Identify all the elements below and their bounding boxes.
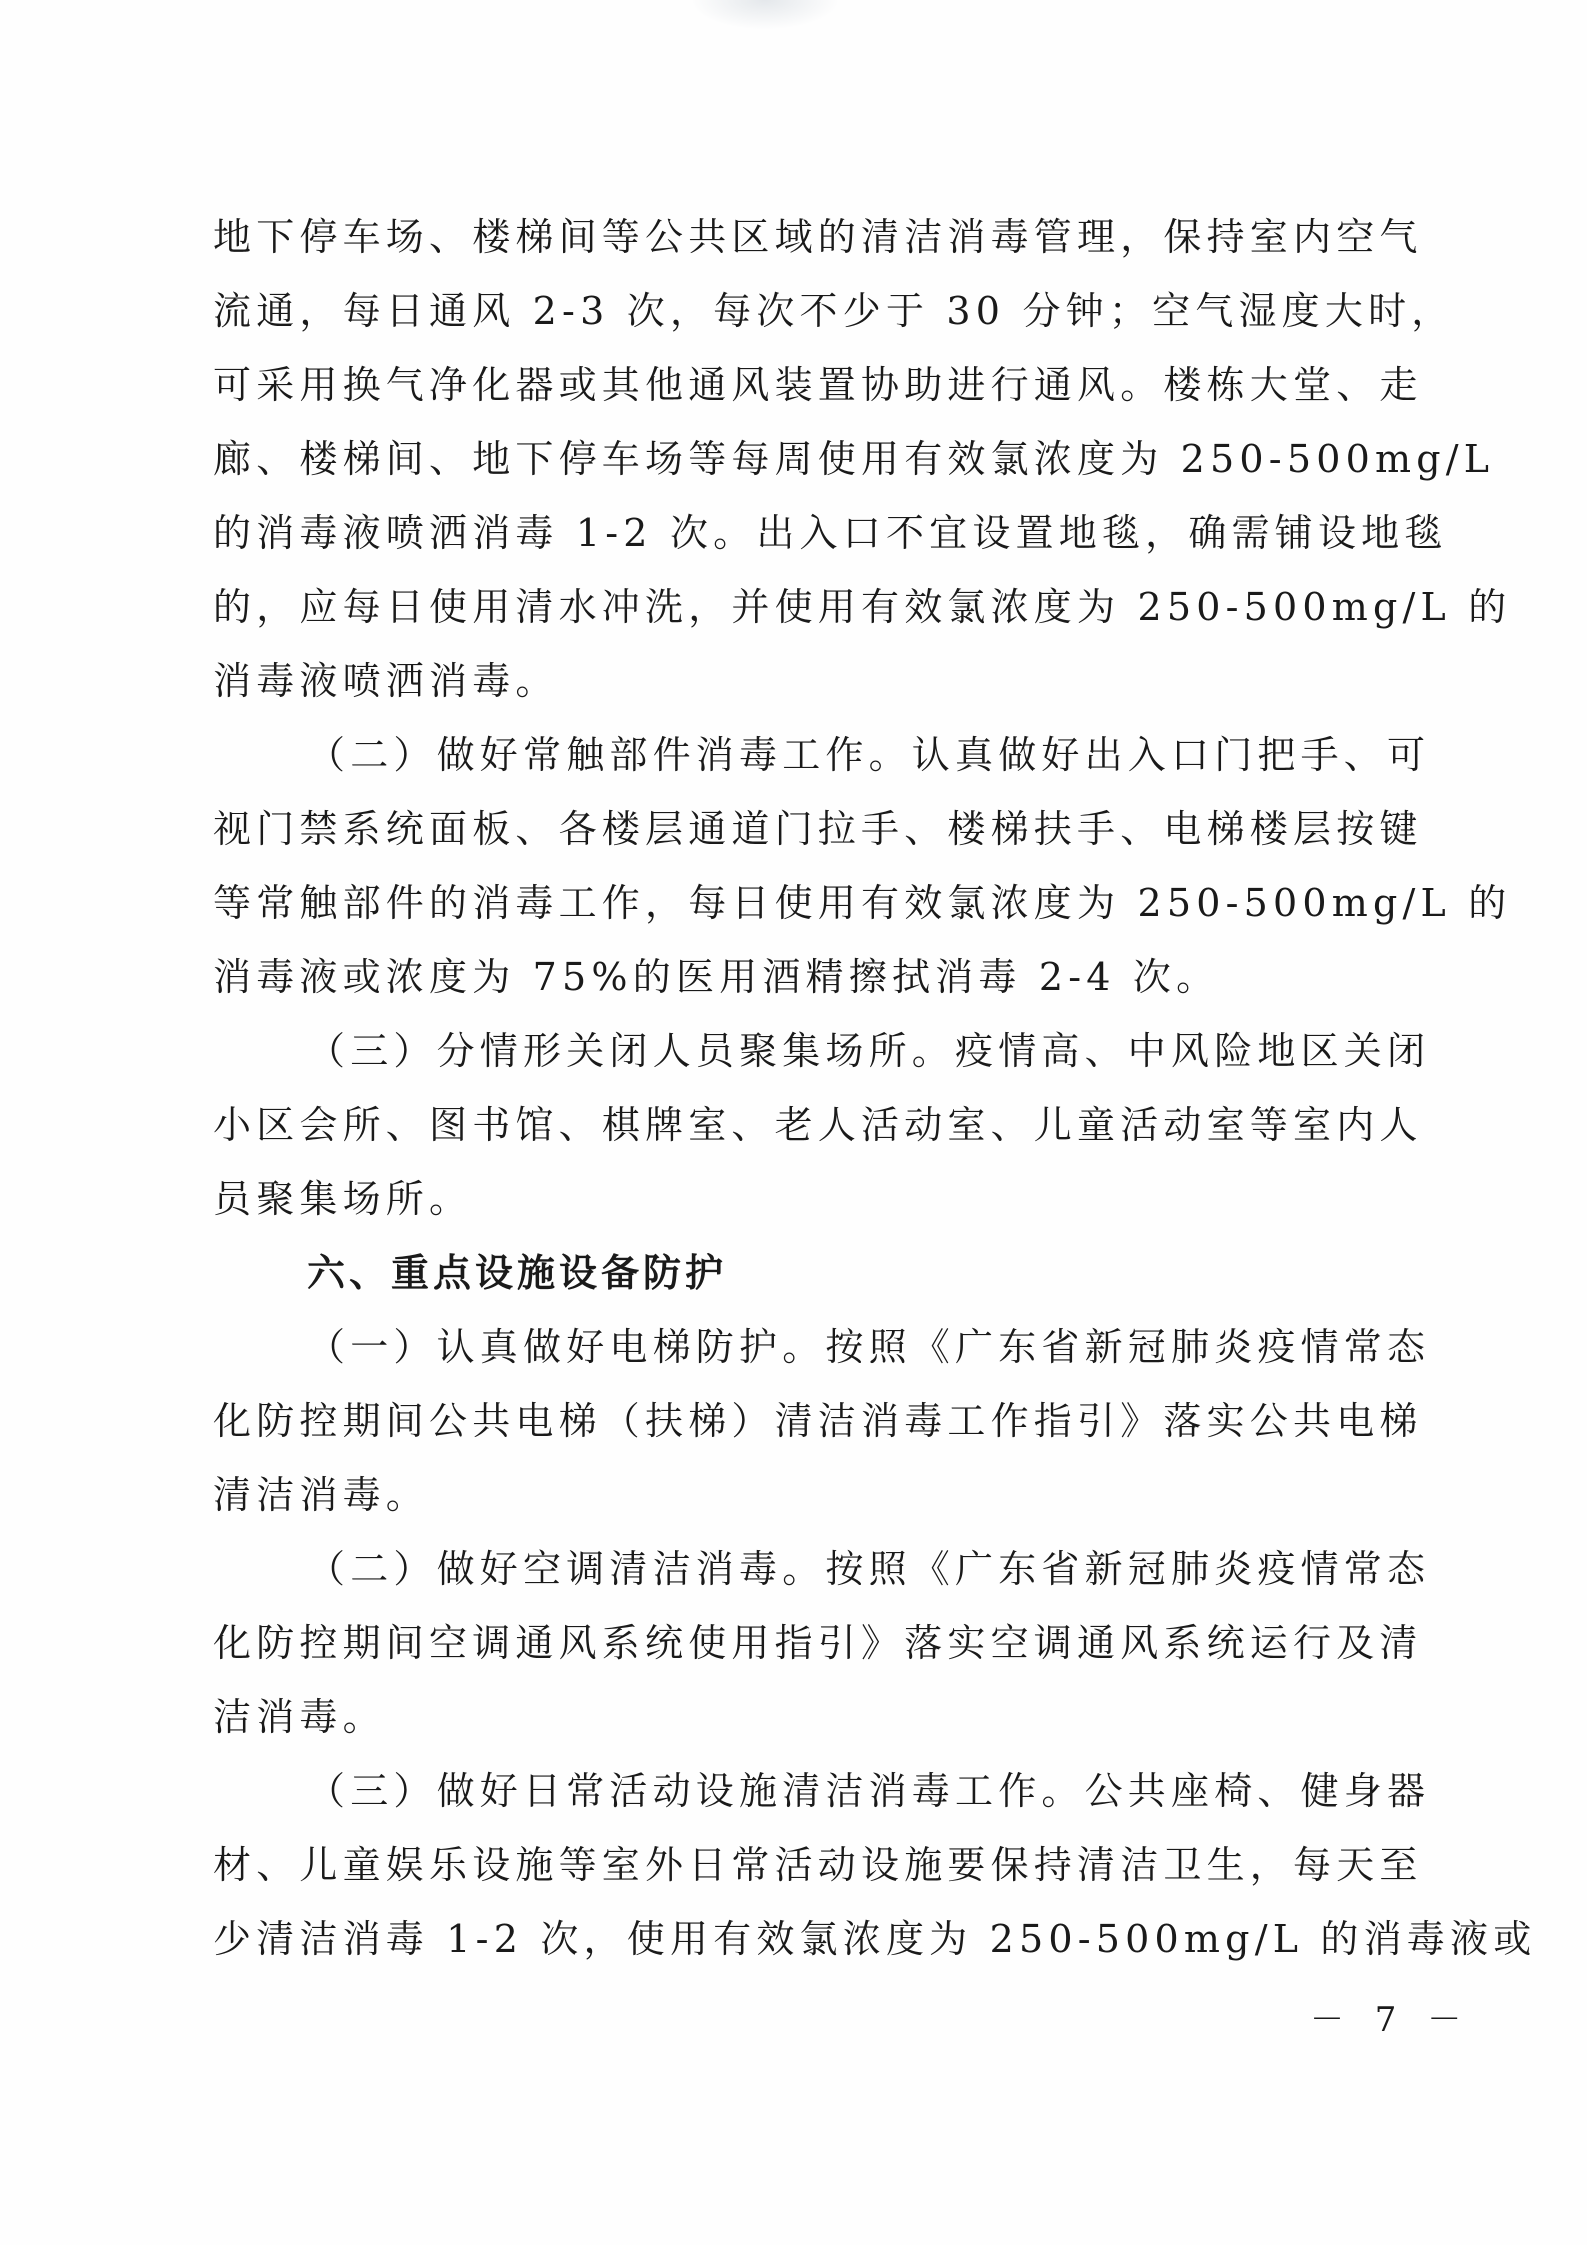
text-line: 廊、楼梯间、地下停车场等每周使用有效氯浓度为 250-500mg/L: [213, 437, 1495, 481]
paragraph-start-line: （二）做好常触部件消毒工作。认真做好出入口门把手、可: [307, 733, 1431, 777]
section-heading: 六、重点设施设备防护: [307, 1251, 728, 1295]
text-line: 清洁消毒。: [213, 1473, 430, 1517]
page-number: － 7 －: [1310, 2000, 1472, 2040]
scan-shadow: [690, 0, 840, 30]
text-line: 洁消毒。: [213, 1695, 386, 1739]
text-line: 的，应每日使用清水冲洗，并使用有效氯浓度为 250-500mg/L 的: [213, 585, 1512, 629]
paragraph-start-line: （三）做好日常活动设施清洁消毒工作。公共座椅、健身器: [307, 1769, 1431, 1813]
body-text: [213, 200, 1537, 1976]
text-line: 的消毒液喷洒消毒 1-2 次。出入口不宜设置地毯，确需铺设地毯: [213, 511, 1448, 555]
text-line: 消毒液喷洒消毒。: [213, 659, 559, 703]
paragraph-start-line: （三）分情形关闭人员聚集场所。疫情高、中风险地区关闭: [307, 1029, 1431, 1073]
text-line: 可采用换气净化器或其他通风装置协助进行通风。楼栋大堂、走: [213, 363, 1423, 407]
text-line: 消毒液或浓度为 75%的医用酒精擦拭消毒 2-4 次。: [213, 955, 1220, 999]
text-line: 小区会所、图书馆、棋牌室、老人活动室、儿童活动室等室内人: [213, 1103, 1423, 1147]
text-line: 视门禁系统面板、各楼层通道门拉手、楼梯扶手、电梯楼层按键: [213, 807, 1423, 851]
text-line: 少清洁消毒 1-2 次，使用有效氯浓度为 250-500mg/L 的消毒液或: [213, 1917, 1537, 1961]
text-line: 员聚集场所。: [213, 1177, 473, 1221]
text-line: 流通，每日通风 2-3 次，每次不少于 30 分钟；空气湿度大时，: [213, 289, 1455, 333]
text-line: 化防控期间公共电梯（扶梯）清洁消毒工作指引》落实公共电梯: [213, 1399, 1423, 1443]
paragraph-start-line: （一）认真做好电梯防护。按照《广东省新冠肺炎疫情常态: [307, 1325, 1431, 1369]
text-line: 材、儿童娱乐设施等室外日常活动设施要保持清洁卫生，每天至: [213, 1843, 1423, 1887]
text-line: 地下停车场、楼梯间等公共区域的清洁消毒管理，保持室内空气: [213, 215, 1423, 259]
paragraph-start-line: （二）做好空调清洁消毒。按照《广东省新冠肺炎疫情常态: [307, 1547, 1431, 1591]
text-line: 等常触部件的消毒工作，每日使用有效氯浓度为 250-500mg/L 的: [213, 881, 1512, 925]
text-line: 化防控期间空调通风系统使用指引》落实空调通风系统运行及清: [213, 1621, 1423, 1665]
